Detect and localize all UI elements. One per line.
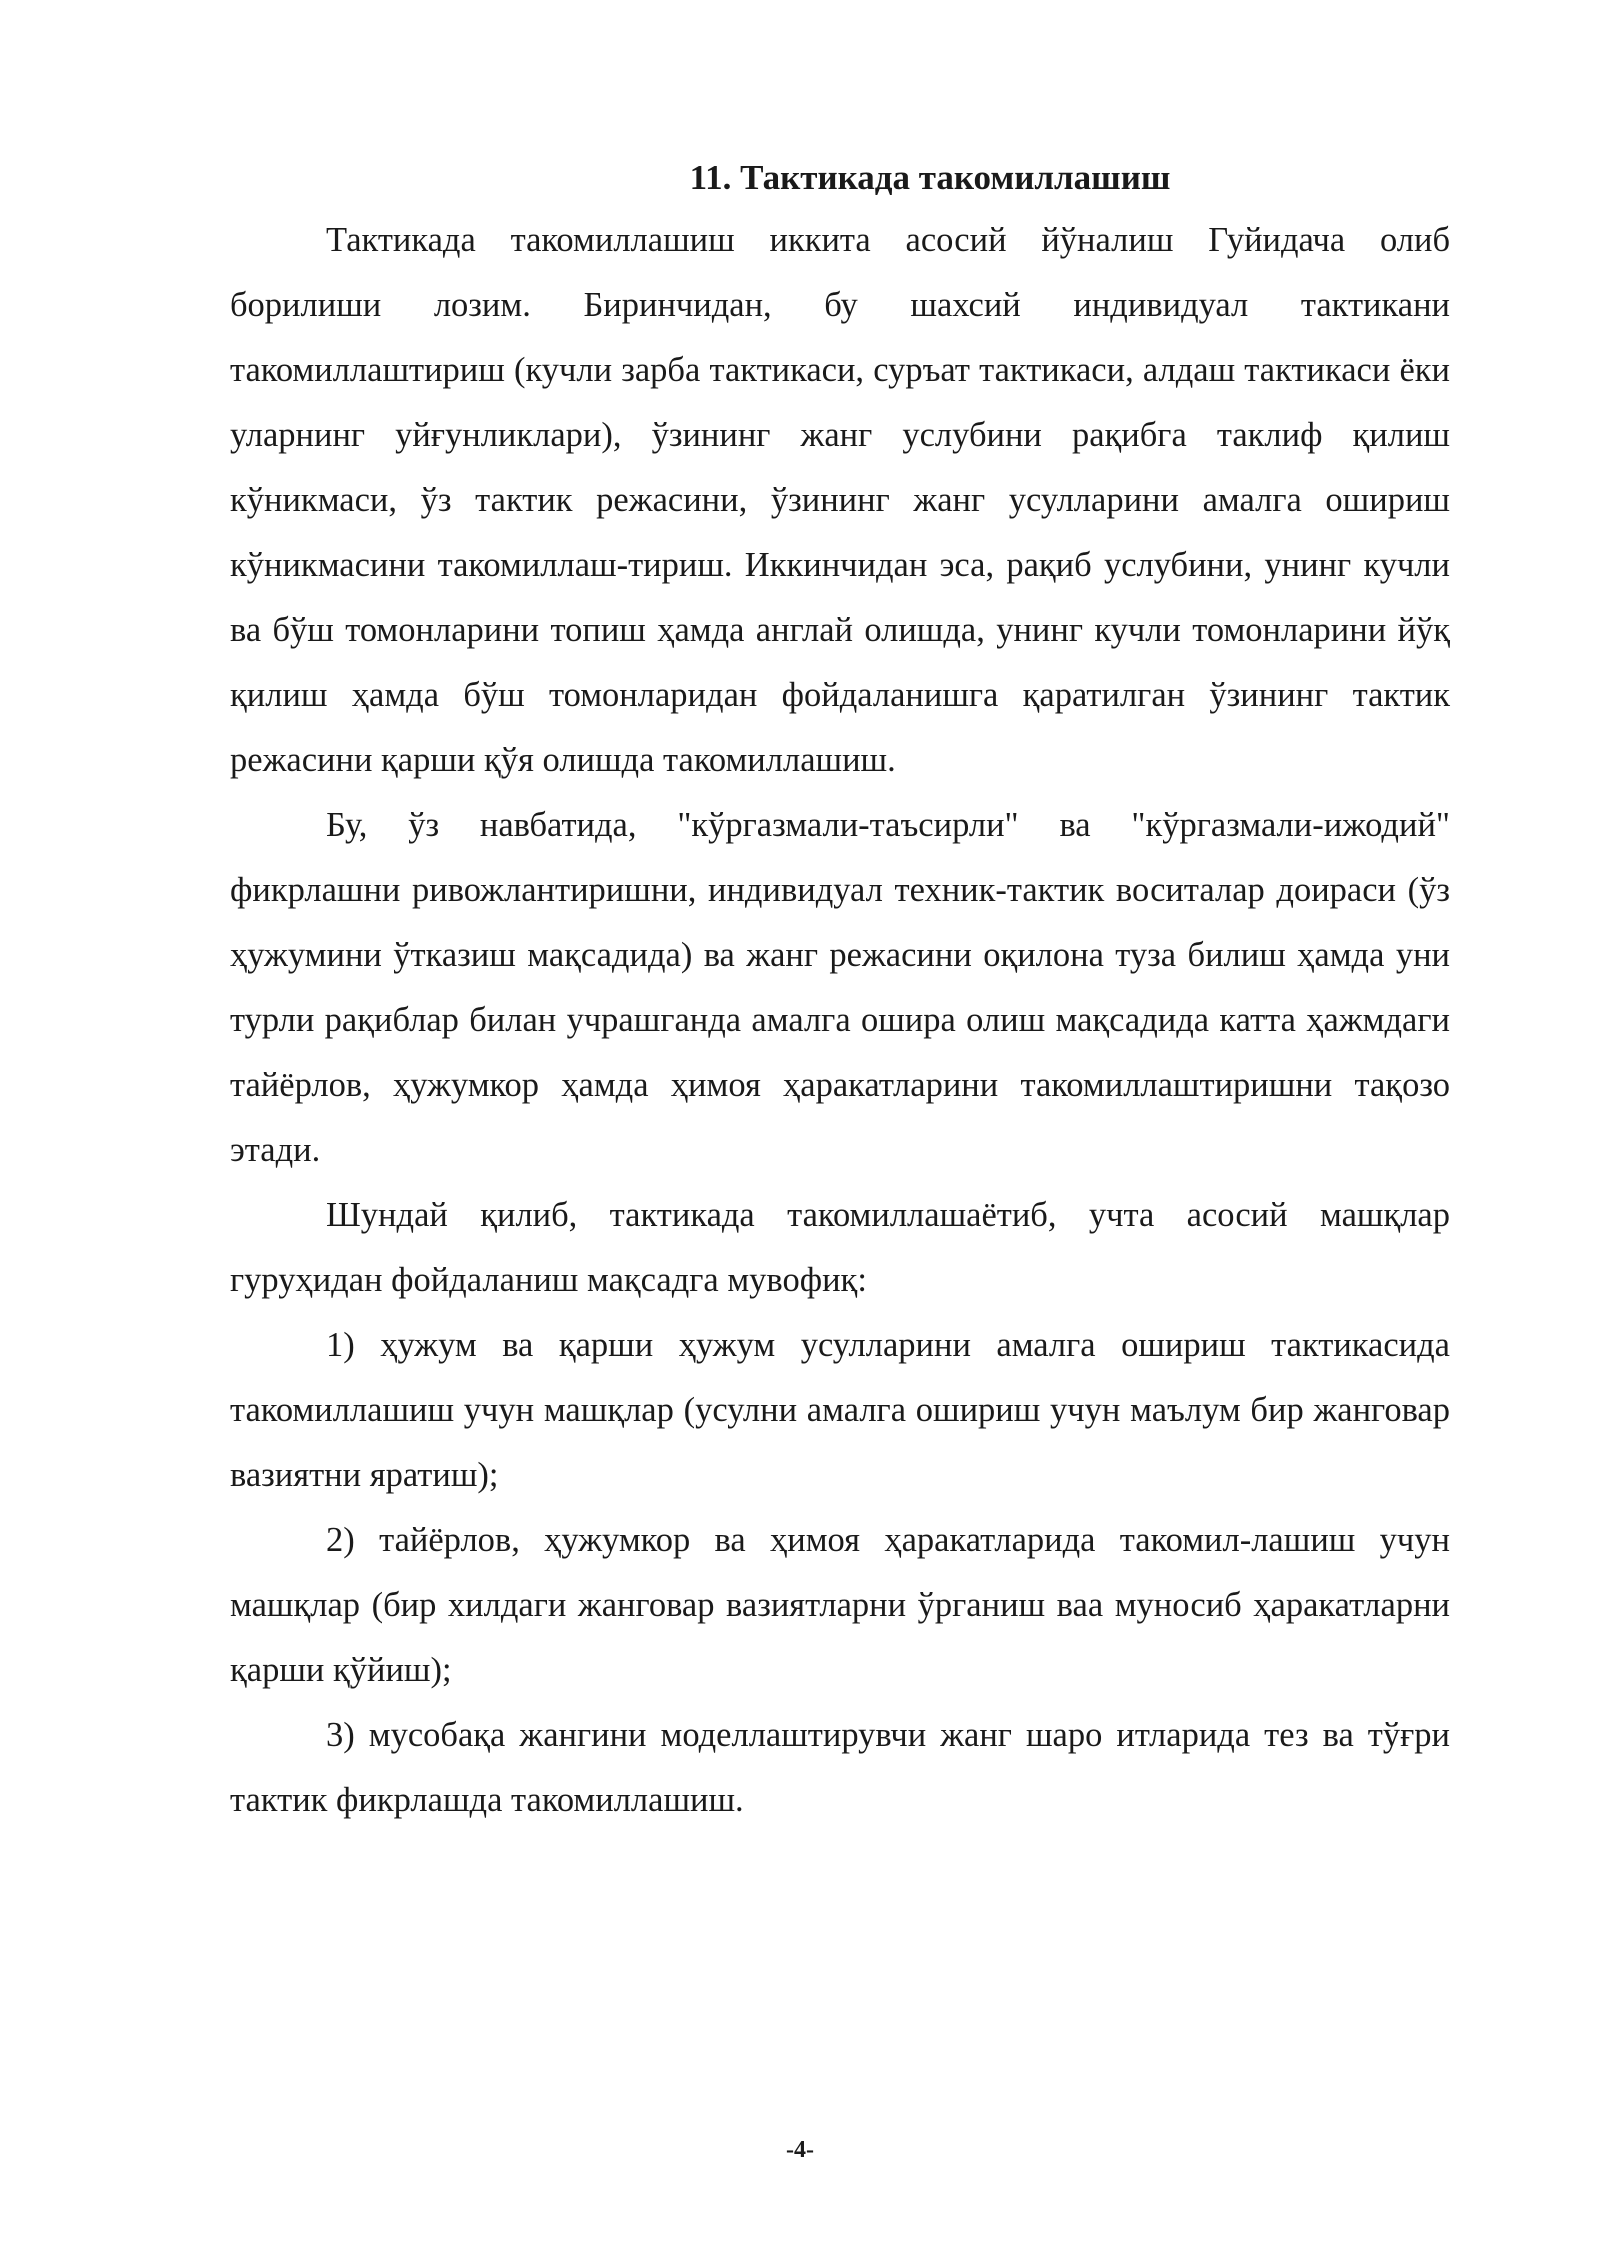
page-number: -4- <box>786 2137 814 2163</box>
paragraph-2: Бу, ўз навбатида, "кўргазмали-таъсирли" ва "кўргазмали-ижодий" фикрлашни ривожлантиришни, индивидуал техник-тактик воситалар доираси (ўз ҳужумини ўтказиш мақсадида) ва жанг режасини оқилона туза билиш ҳамда уни турли рақиблар билан учрашганда амалга ошира олиш мақсадида катта ҳажмдаги тайёрлов, ҳужумкор ҳамда ҳимоя ҳаракатларини такомиллаштиришни тақозо этади. <box>230 806 1450 1169</box>
body-text <box>230 208 1450 1833</box>
section-heading: 11. Тактикада такомиллашиш <box>689 158 1171 197</box>
paragraph-3: Шундай қилиб, тактикада такомиллашаётиб, учта асосий машқлар гуруҳидан фойдаланиш мақсадга мувофиқ: <box>230 1196 1450 1299</box>
paragraph-1: Тактикада такомиллашиш иккита асосий йўналиш Гуйидача олиб борилиши лозим. Биринчидан, бу шахсий индивидуал тактикани такомиллаштириш (кучли зарба тактикаси, суръат тактикаси, алдаш тактикаси ёки уларнинг уйғунликлари), ўзининг жанг услубини рақибга таклиф қилиш кўникмаси, ўз тактик режасини, ўзининг жанг усулларини амалга ошириш кўникмасини такомиллаш-тириш. Иккинчидан эса, рақиб услубини, унинг кучли ва бўш томонларини топиш ҳамда англай олишда, унинг кучли томонларини йўқ қилиш ҳамда бўш томонларидан фойдаланишга қаратилган ўзининг тактик режасини қарши қўя олишда такомиллашиш. <box>230 221 1450 779</box>
list-item-1: 1) ҳужум ва қарши ҳужум усулларини амалга ошириш тактикасида такомиллашиш учун машқлар (усулни амалга ошириш учун маълум бир жанговар вазиятни яратиш); <box>230 1326 1450 1494</box>
list-item-2: 2) тайёрлов, ҳужумкор ва ҳимоя ҳаракатларида такомил-лашиш учун машқлар (бир хилдаги жанговар вазиятларни ўрганиш ваа муносиб ҳаракатларни қарши қўйиш); <box>230 1521 1450 1689</box>
list-item-3: 3) мусобақа жангини моделлаштирувчи жанг шаро итларида тез ва тўғри тактик фикрлашда такомиллашиш. <box>230 1716 1450 1819</box>
